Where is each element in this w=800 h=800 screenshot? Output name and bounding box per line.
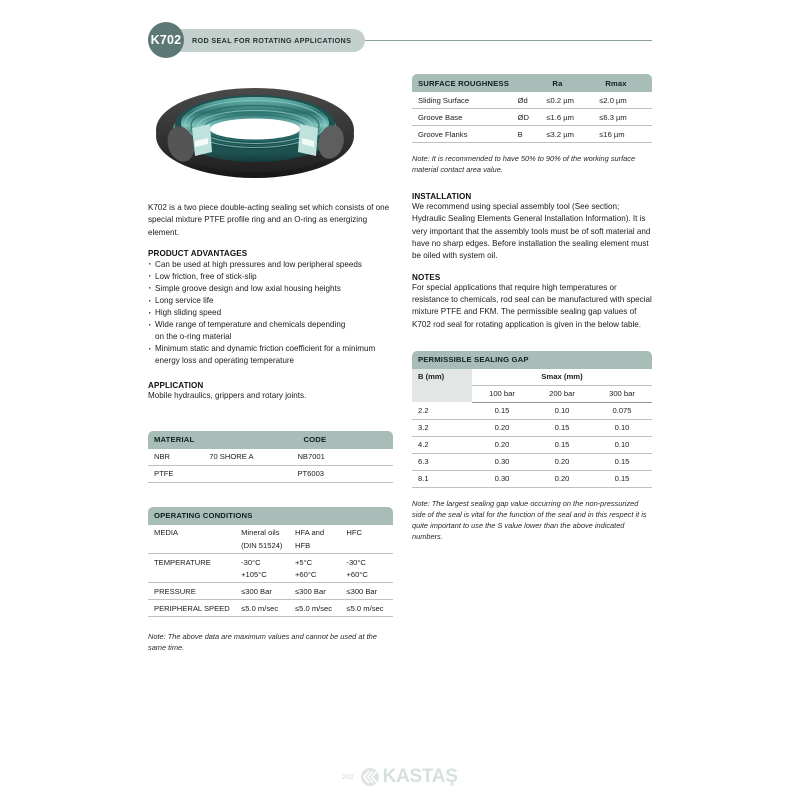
roughness-row-symbol: Ød [518,92,547,108]
temperature-col3: -30°C [346,557,366,567]
table-subheader-row [412,369,652,385]
peripheral-speed-col3: ≤5.0 m/sec [346,600,393,617]
list-item-continuation: energy loss and operating temperature [155,356,295,366]
material-code: NB7001 [297,449,393,465]
application-text: Mobile hydraulics, grippers and rotary joints. [148,391,307,401]
sealing-gap-value-300: 0.10 [592,419,652,436]
material-name: PTFE [148,465,209,482]
material-hardness [209,465,297,482]
roughness-row-ra: ≤3.2 µm [546,125,599,142]
table-row-continuation [148,541,393,554]
page-number: 202 [342,773,354,781]
list-item: · Minimum static and dynamic friction coefficient for a minimum [148,343,393,355]
table-row [412,436,652,453]
sealing-gap-note: Note: The largest sealing gap value occurring on the non-pressurized side of the seal is vital for the function of the seal and in this respect it is quite important to use the S value lower than the above indicated numbers. [412,498,647,542]
temperature-col3-sub: +60°C [346,570,393,583]
sealing-gap-value-300: 0.15 [592,453,652,470]
brand-logo [360,766,458,788]
sealing-gap-b-value: 4.2 [412,436,472,453]
surface-roughness-table [412,74,652,143]
sealing-gap-value-300: 0.15 [592,470,652,487]
left-column [148,80,393,653]
table-row [148,465,393,482]
right-column [412,74,652,542]
sealing-gap-value-200: 0.15 [532,419,592,436]
sealing-gap-table [412,351,652,488]
sealing-gap-b-value: 6.3 [412,453,472,470]
sealing-gap-table-wrap [412,351,652,488]
intro-paragraph: K702 is a two piece double-acting sealing set which consists of one special mixture PTFE profile ring and an O-ring as energizing element. [148,203,390,237]
material-hardness: 70 SHORE A [209,449,297,465]
roughness-row-rmax: ≤6.3 µm [599,108,652,125]
table-row [412,402,652,419]
material-code: PT6003 [297,465,393,482]
header-rule [340,40,652,41]
list-item: · Can be used at high pressures and low peripheral speeds [148,259,393,271]
media-col2-sub: HFB [295,541,346,554]
list-item: · High sliding speed [148,307,393,319]
media-col3-sub [346,541,393,554]
list-item: · Low friction, free of stick-slip [148,271,393,283]
sealing-gap-value-100: 0.30 [472,470,532,487]
list-item: · Long service life [148,295,393,307]
table-row [412,453,652,470]
temperature-col1-sub: +105°C [241,570,295,583]
operating-conditions-note: Note: The above data are maximum values and cannot be used at the same time. [148,632,377,653]
table-row [148,583,393,600]
table-row [412,125,652,142]
sealing-gap-col-b: B (mm) [412,369,472,402]
page-header [148,22,652,58]
sealing-gap-value-100: 0.20 [472,419,532,436]
media-col1-sub: (DIN 51524) [241,541,295,554]
product-advantages-title: PRODUCT ADVANTAGES [148,248,248,258]
material-name: NBR [148,449,209,465]
list-item-continuation: on the o-ring material [155,332,232,342]
sealing-gap-value-300: 0.10 [592,436,652,453]
page-footer [0,766,800,788]
media-col2: HFA and [294,528,325,538]
table-row [412,470,652,487]
table-row [148,449,393,465]
brand-name: KASTAŞ [382,766,458,787]
installation-title: INSTALLATION [412,192,472,202]
material-header-blank [209,431,297,449]
roughness-row-rmax: ≤2.0 µm [599,92,652,108]
table-header-row [412,351,652,369]
sealing-gap-b-value: 3.2 [412,419,472,436]
operating-conditions-table [148,507,393,618]
sealing-gap-value-200: 0.15 [532,436,592,453]
roughness-header-ra: Ra [546,74,599,92]
roughness-row-symbol: B [518,125,547,142]
table-row [412,92,652,108]
application-title: APPLICATION [148,381,204,391]
table-row [148,525,393,541]
table-row [148,600,393,617]
sealing-gap-value-300: 0.075 [592,402,652,419]
table-header-row [412,74,652,92]
roughness-row-ra: ≤0.2 µm [546,92,599,108]
table-row [148,553,393,569]
media-col1: Mineral oils [241,528,280,538]
sealing-gap-bar-100: 100 bar [472,385,532,402]
temperature-col2: +5°C [294,557,313,567]
sealing-gap-value-100: 0.20 [472,436,532,453]
operating-conditions-table-wrap [148,507,393,618]
sealing-gap-header: PERMISSIBLE SEALING GAP [412,351,652,369]
table-header-row [148,431,393,449]
roughness-header-title: SURFACE ROUGHNESS [412,74,546,92]
roughness-row-ra: ≤1.6 µm [546,108,599,125]
sealing-gap-value-100: 0.30 [472,453,532,470]
pressure-label: PRESSURE [148,583,241,600]
surface-roughness-table-wrap [412,74,652,143]
media-col3: HFC [346,528,363,538]
roughness-row-rmax: ≤16 µm [599,125,652,142]
temperature-label: TEMPERATURE [154,557,211,567]
table-row-continuation [148,570,393,583]
media-label: MEDIA [154,528,179,538]
notes-title: NOTES [412,272,441,282]
roughness-row-label: Sliding Surface [412,92,518,108]
header-title-pill [170,29,365,52]
material-table [148,431,393,483]
chevron-logo-icon [360,768,380,786]
peripheral-speed-col2: ≤5.0 m/sec [295,600,346,617]
surface-roughness-note: Note: It is recommended to have 50% to 90% of the working surface material contact area value. [412,153,636,175]
sealing-gap-b-value: 8.1 [412,470,472,487]
roughness-row-label: Groove Flanks [412,125,518,142]
roughness-header-rmax: Rmax [599,74,652,92]
material-table-wrap [148,431,393,483]
sealing-gap-value-100: 0.15 [472,402,532,419]
operating-conditions-header: OPERATING CONDITIONS [148,507,393,525]
seal-render-svg [148,80,363,188]
roughness-row-symbol: ØD [518,108,547,125]
sealing-gap-value-200: 0.20 [532,453,592,470]
sealing-gap-bar-300: 300 bar [592,385,652,402]
notes-text: For special applications that require high temperatures or resistance to chemicals, rod seal can be manufactured with special mixture PTFE and FKM. The permissible sealing gap values of K702 rod seal for rotating application is given in the below table. [412,282,652,329]
table-row [412,419,652,436]
sealing-gap-col-smax: Smax (mm) [472,369,652,385]
page-title: ROD SEAL FOR ROTATING APPLICATIONS [192,35,352,45]
pressure-col2: ≤300 Bar [295,583,346,600]
peripheral-speed-label: PERIPHERAL SPEED [148,600,241,617]
sealing-gap-value-200: 0.20 [532,470,592,487]
table-row [412,108,652,125]
temperature-col2-sub: +60°C [295,570,346,583]
product-code-badge: K702 [148,22,184,58]
temperature-col1: -30°C [241,557,261,567]
sealing-gap-b-value: 2.2 [412,402,472,419]
sealing-gap-value-200: 0.10 [532,402,592,419]
list-item: · Wide range of temperature and chemicals depending [148,319,393,331]
pressure-col1: ≤300 Bar [241,583,295,600]
sealing-gap-bar-200: 200 bar [532,385,592,402]
material-header-code: CODE [297,431,393,449]
material-header-material: MATERIAL [148,431,209,449]
pressure-col3: ≤300 Bar [346,583,393,600]
roughness-row-label: Groove Base [412,108,518,125]
installation-text: We recommend using special assembly tool (See section; Hydraulic Sealing Elements General Installation Information). It is very important that the assembly tools must be of soft material and have no sharp edges. Before installation the sealing element must be oiled with system oil. [412,202,651,261]
peripheral-speed-col1: ≤5.0 m/sec [241,600,295,617]
table-header-row [148,507,393,525]
product-image [148,80,363,188]
list-item: · Simple groove design and low axial housing heights [148,283,393,295]
product-advantages-list [148,259,393,367]
